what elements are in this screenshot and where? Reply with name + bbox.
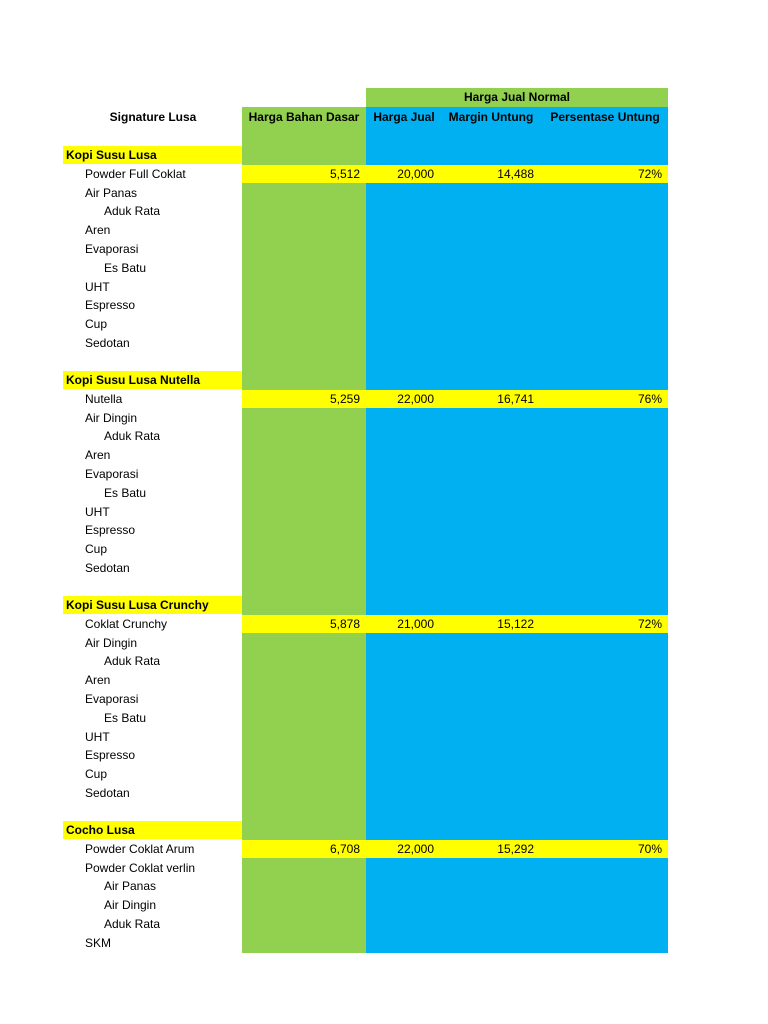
group-header-label: Harga Jual Normal (463, 90, 571, 104)
value-margin: 15,292 (497, 841, 534, 856)
value-bahan: 5,878 (329, 616, 360, 631)
list-item: Aduk Rata (104, 654, 161, 669)
list-item: Sedotan (85, 561, 130, 575)
column-header-bahan: Harga Bahan Dasar (248, 110, 360, 124)
value-margin: 15,122 (497, 616, 534, 631)
value-margin: 16,741 (497, 391, 534, 406)
list-item: Cup (85, 542, 108, 557)
column-header-persen: Persentase Untung (550, 110, 660, 124)
price-columns-bg (366, 107, 668, 953)
section-title: Cocho Lusa (66, 823, 135, 837)
list-item: Evaporasi (85, 692, 139, 706)
list-item: Evaporasi (85, 242, 139, 256)
value-bahan: 5,512 (329, 166, 360, 181)
list-item: Aduk Rata (104, 204, 161, 219)
list-item: Air Panas (85, 185, 138, 200)
list-item: Coklat Crunchy (85, 616, 168, 631)
sheet-title: Signature Lusa (109, 110, 197, 124)
list-item: SKM (85, 935, 112, 950)
list-item: UHT (85, 729, 110, 744)
value-persen: 70% (637, 841, 662, 856)
list-item: Air Panas (104, 879, 157, 894)
list-item: Es Batu (104, 710, 147, 725)
value-jual: 22,000 (397, 391, 434, 406)
value-persen: 72% (637, 616, 662, 631)
list-item: Aren (85, 673, 111, 688)
list-item: Powder Full Coklat (85, 166, 186, 181)
value-persen: 76% (637, 391, 662, 406)
list-item: Cup (85, 767, 108, 782)
list-item: UHT (85, 504, 110, 519)
value-persen: 72% (637, 166, 662, 181)
bahan-column-bg (242, 107, 366, 953)
list-item: Aduk Rata (104, 429, 161, 444)
list-item: UHT (85, 279, 110, 294)
list-item: Es Batu (104, 485, 147, 500)
list-item: Aren (85, 223, 111, 238)
list-item: Air Dingin (104, 898, 157, 913)
list-item: Aduk Rata (104, 917, 161, 931)
section-title: Kopi Susu Lusa Crunchy (66, 598, 209, 612)
list-item: Evaporasi (85, 467, 139, 481)
list-item: Powder Coklat verlin (85, 860, 196, 875)
section-title: Kopi Susu Lusa Nutella (66, 373, 201, 387)
list-item: Sedotan (85, 786, 130, 800)
list-item: Aren (85, 448, 111, 463)
value-jual: 20,000 (397, 166, 434, 181)
list-item: Powder Coklat Arum (85, 841, 195, 856)
value-jual: 22,000 (397, 841, 434, 856)
value-jual: 21,000 (397, 616, 434, 631)
value-margin: 14,488 (497, 166, 534, 181)
section-title: Kopi Susu Lusa (66, 148, 157, 162)
column-header-jual: Harga Jual (373, 110, 435, 124)
list-item: Espresso (85, 748, 136, 763)
list-item: Cup (85, 317, 108, 332)
list-item: Air Dingin (85, 635, 138, 650)
list-item: Air Dingin (85, 410, 138, 425)
list-item: Nutella (85, 391, 123, 406)
value-bahan: 5,259 (329, 391, 360, 406)
column-header-margin: Margin Untung (448, 110, 534, 124)
value-bahan: 6,708 (329, 841, 360, 856)
list-item: Sedotan (85, 336, 130, 350)
list-item: Es Batu (104, 260, 147, 275)
list-item: Espresso (85, 523, 136, 538)
list-item: Espresso (85, 298, 136, 313)
